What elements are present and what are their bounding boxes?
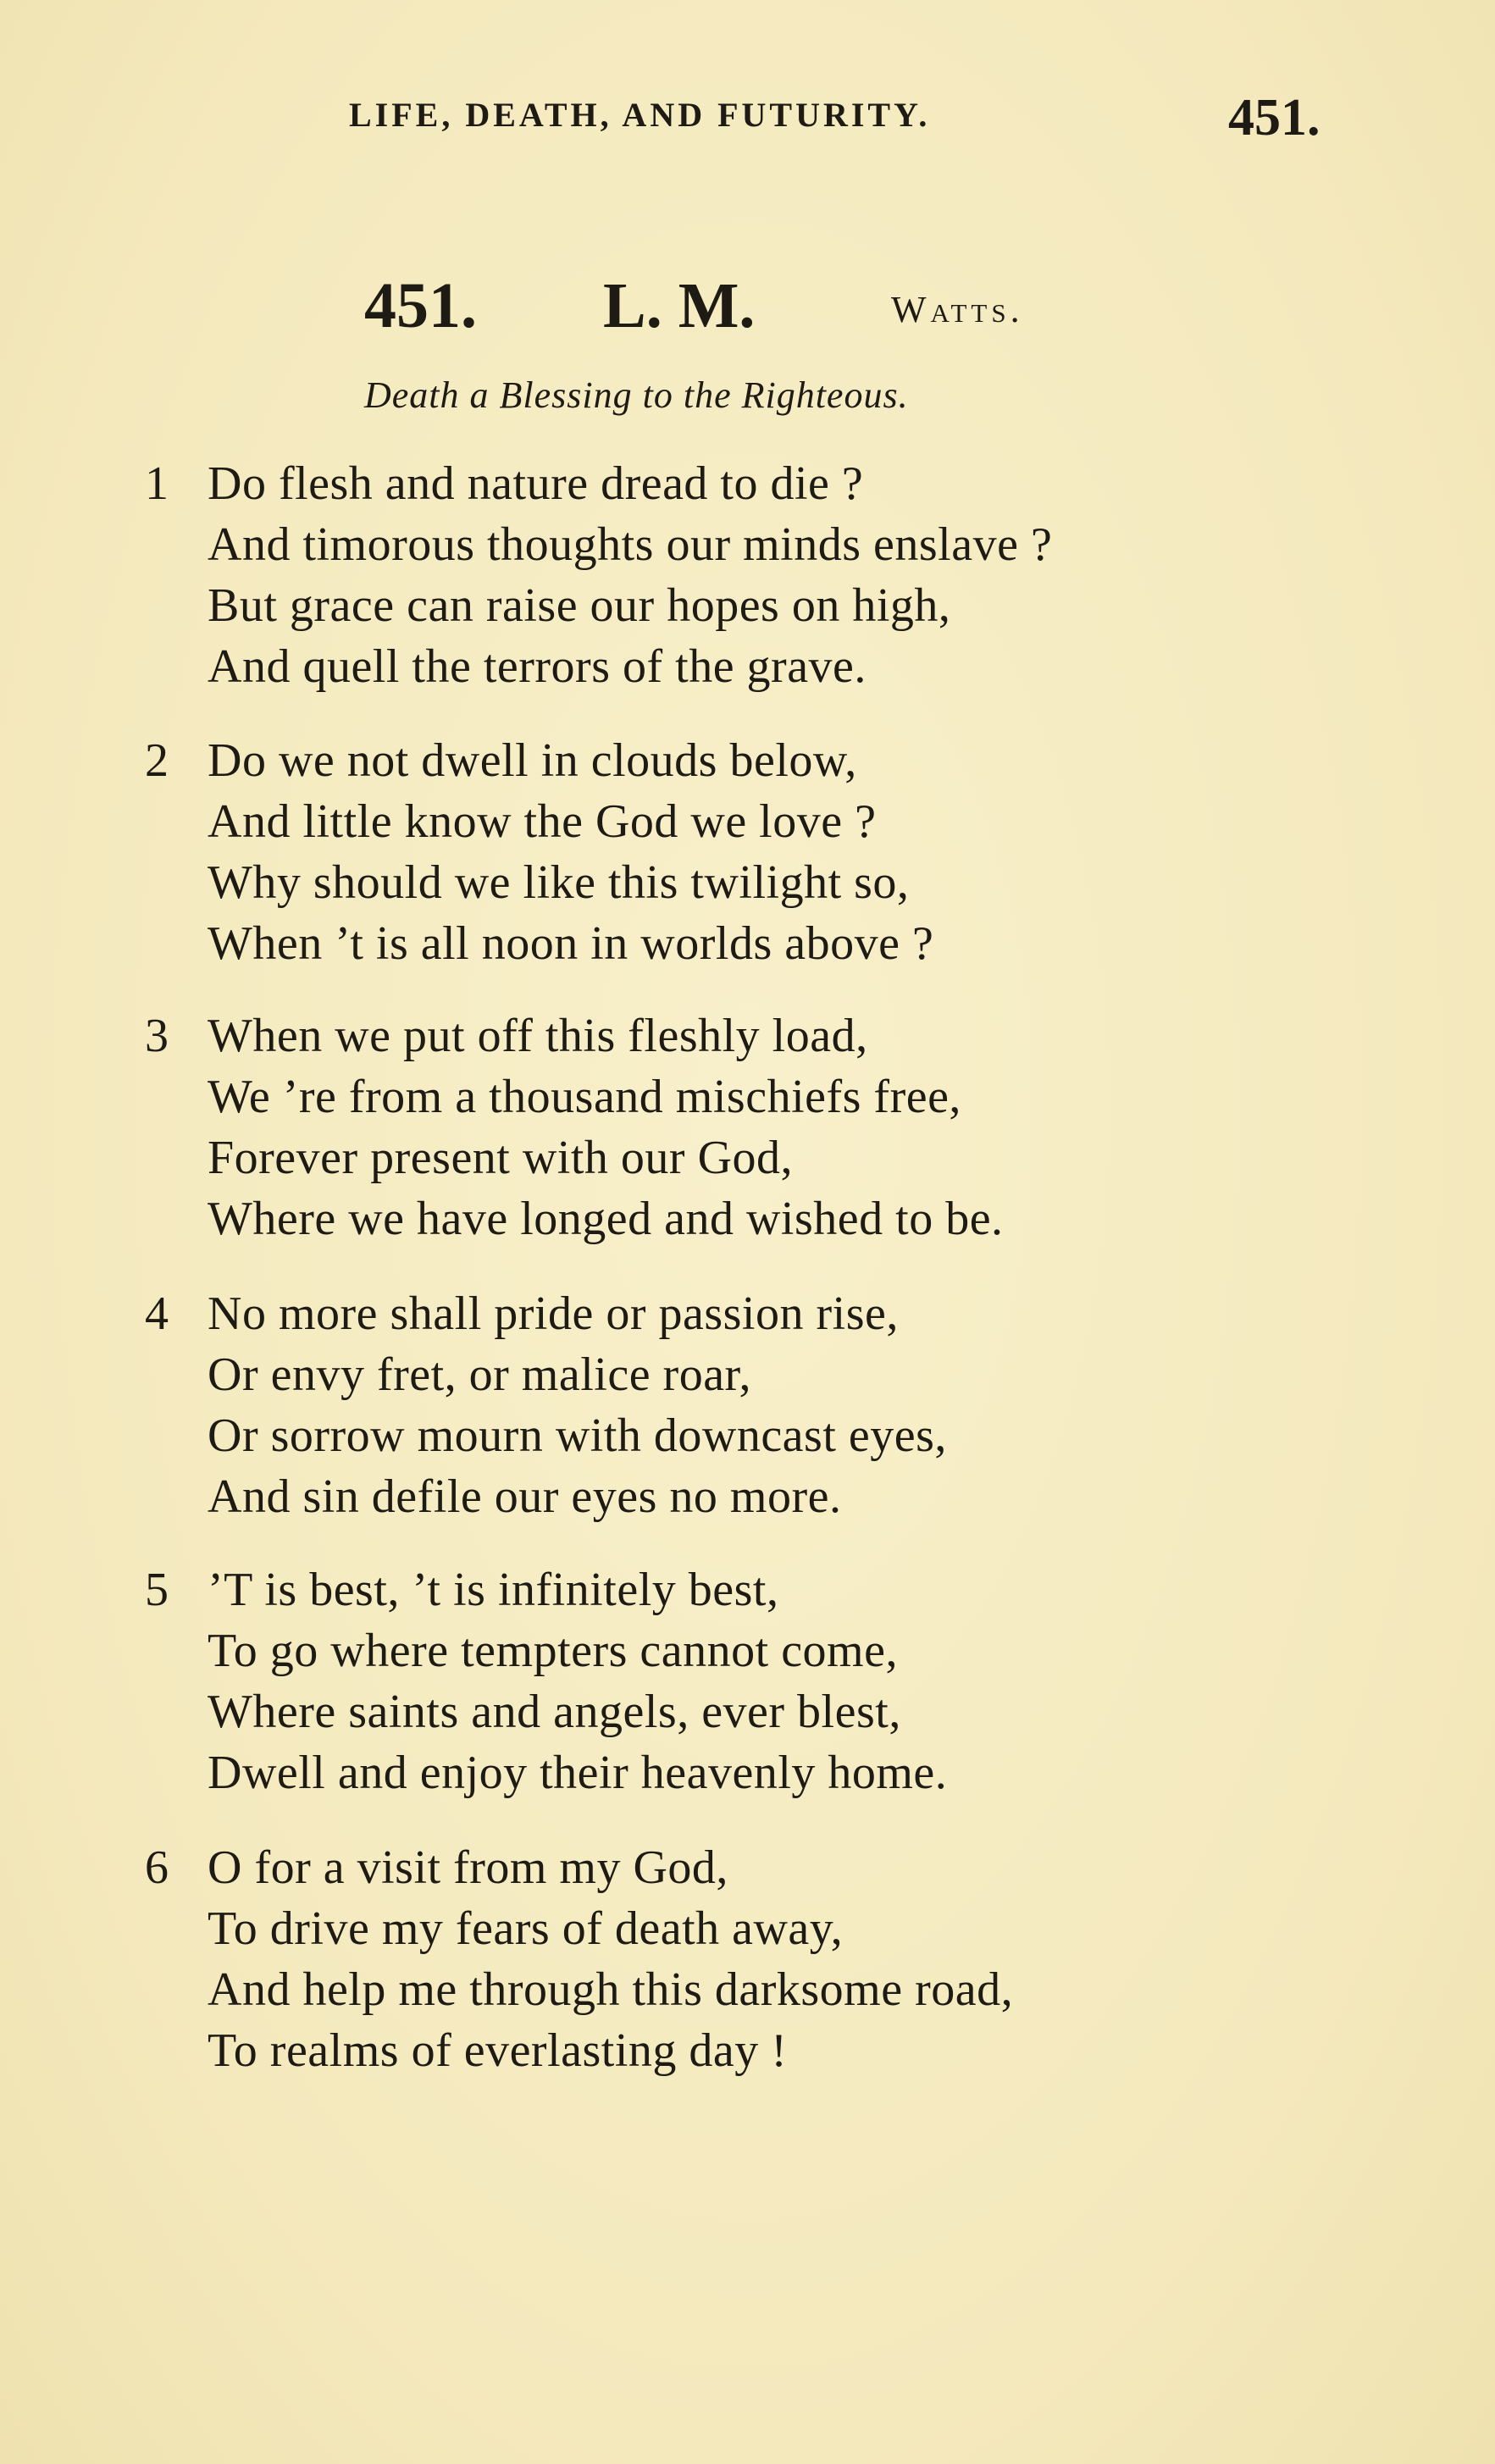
running-title: LIFE, DEATH, AND FUTURITY.: [349, 96, 931, 134]
verse-line: Do flesh and nature dread to die ?: [208, 457, 864, 510]
hymn-subtitle: Death a Blessing to the Righteous.: [364, 374, 909, 416]
verse-line: But grace can raise our hopes on high,: [208, 579, 951, 632]
hymn-heading: [0, 269, 1495, 346]
verse-line: ’T is best, ’t is infinitely best,: [208, 1564, 779, 1616]
verse-line: And sin defile our eyes no more.: [208, 1470, 842, 1523]
running-head: [0, 89, 1495, 147]
stanza-1: [0, 453, 1495, 699]
verse-line: We ’re from a thousand mischiefs free,: [208, 1071, 961, 1123]
verse-line: Or envy fret, or malice roar,: [208, 1348, 751, 1401]
verse-line: To drive my fears of death away,: [208, 1902, 844, 1955]
hymn-author: Watts.: [891, 289, 1024, 330]
stanza-lines: [208, 1283, 1334, 1527]
stanza-lines: [208, 1837, 1334, 2081]
stanza-number: 2: [145, 734, 169, 787]
stanza-4: [0, 1283, 1495, 1529]
verse-line: Forever present with our God,: [208, 1132, 794, 1184]
verse-line: No more shall pride or passion rise,: [208, 1287, 899, 1340]
stanza-2: [0, 730, 1495, 976]
page-number: 451.: [1228, 89, 1321, 147]
verse-line: And little know the God we love ?: [208, 795, 877, 848]
verse-line: And help me through this darksome road,: [208, 1963, 1014, 2016]
stanza-lines: [208, 453, 1334, 697]
stanza-number: 5: [145, 1564, 169, 1616]
stanza-lines: [208, 1559, 1334, 1803]
stanza-5: [0, 1559, 1495, 1805]
verse-line: Where saints and angels, ever blest,: [208, 1686, 901, 1738]
hymn-number: 451.: [364, 270, 477, 341]
stanza-number: 3: [145, 1010, 169, 1062]
verse-line: And quell the terrors of the grave.: [208, 640, 867, 693]
verse-line: Where we have longed and wished to be.: [208, 1193, 1004, 1245]
hymn-meter: L. M.: [603, 270, 756, 341]
verse-line: Or sorrow mourn with downcast eyes,: [208, 1409, 947, 1462]
verse-line: Dwell and enjoy their heavenly home.: [208, 1747, 948, 1799]
verse-line: O for a visit from my God,: [208, 1841, 728, 1894]
stanza-number: 1: [145, 457, 169, 510]
verse-line: To realms of everlasting day !: [208, 2024, 788, 2077]
stanza-number: 6: [145, 1841, 169, 1894]
verse-line: Why should we like this twilight so,: [208, 856, 910, 909]
stanza-number: 4: [145, 1287, 169, 1340]
stanza-3: [0, 1005, 1495, 1251]
stanza-6: [0, 1837, 1495, 2083]
verse-line: And timorous thoughts our minds enslave ?: [208, 518, 1053, 571]
verse-line: When we put off this fleshly load,: [208, 1010, 868, 1062]
stanza-lines: [208, 1005, 1334, 1249]
verse-line: Do we not dwell in clouds below,: [208, 734, 857, 787]
verse-line: When ’t is all noon in worlds above ?: [208, 917, 934, 970]
verse-line: To go where tempters cannot come,: [208, 1625, 898, 1677]
stanza-lines: [208, 730, 1334, 974]
